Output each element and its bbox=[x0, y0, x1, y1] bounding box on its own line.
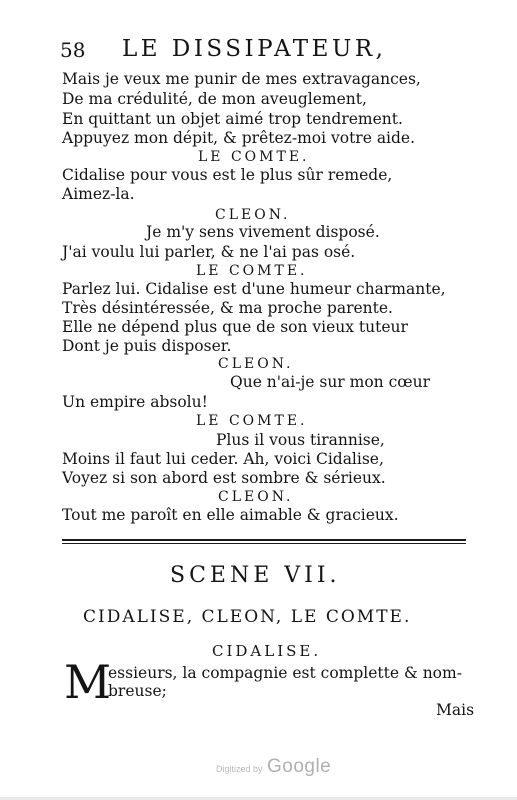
section-divider bbox=[62, 543, 466, 544]
verse-line: Moins il faut lui ceder. Ah, voici Cidalise, bbox=[62, 450, 384, 468]
scene-heading: SCENE VII. bbox=[170, 563, 341, 588]
catchword: Mais bbox=[436, 701, 475, 719]
verse-line: J'ai voulu lui parler, & ne l'ai pas osé. bbox=[62, 243, 356, 261]
page-number: 58 bbox=[60, 38, 86, 62]
running-title: LE DISSIPATEUR, bbox=[122, 36, 387, 62]
speech-line: breuse; bbox=[108, 682, 167, 700]
verse-line: Dont je puis disposer. bbox=[62, 337, 232, 355]
cast-list: CIDALISE, CLEON, LE COMTE. bbox=[83, 607, 412, 627]
speech-line: essieurs, la compagnie est complette & nom- bbox=[108, 664, 462, 682]
verse-line: Appuyez mon dépit, & prêtez-moi votre aide. bbox=[62, 129, 416, 147]
verse-line: Tout me paroît en elle aimable & gracieux. bbox=[62, 506, 399, 524]
speaker-name: CLEON. bbox=[215, 207, 291, 223]
section-divider bbox=[62, 539, 466, 541]
watermark-prefix: Digitized by bbox=[216, 764, 263, 774]
verse-line: Un empire absolu! bbox=[62, 393, 208, 411]
verse-line: Mais je veux me punir de mes extravagances, bbox=[62, 70, 421, 88]
drop-cap: M bbox=[64, 655, 112, 709]
speaker-name: CLEON. bbox=[218, 356, 294, 372]
verse-line: Très désintéressée, & ma proche parente. bbox=[62, 299, 393, 317]
verse-line: Que n'ai-je sur mon cœur bbox=[230, 373, 430, 391]
verse-line: Aimez-la. bbox=[62, 185, 135, 203]
digitized-watermark bbox=[216, 756, 331, 778]
verse-line: Parlez lui. Cidalise est d'une humeur charmante, bbox=[62, 280, 446, 298]
verse-line: Elle ne dépend plus que de son vieux tuteur bbox=[62, 318, 408, 336]
speaker-name: CIDALISE. bbox=[212, 642, 322, 660]
speaker-name: LE COMTE. bbox=[196, 413, 308, 429]
verse-line: De ma crédulité, de mon aveuglement, bbox=[62, 90, 367, 108]
verse-line: Je m'y sens vivement disposé. bbox=[146, 223, 380, 241]
verse-line: Cidalise pour vous est le plus sûr remede, bbox=[62, 166, 393, 184]
speaker-name: LE COMTE. bbox=[196, 263, 308, 279]
verse-line: Plus il vous tirannise, bbox=[216, 431, 385, 449]
verse-line: Voyez si son abord est sombre & sérieux. bbox=[62, 469, 386, 487]
google-logo: Google bbox=[266, 756, 332, 777]
speaker-name: CLEON. bbox=[218, 489, 294, 505]
speaker-name: LE COMTE. bbox=[198, 149, 310, 165]
verse-line: En quittant un objet aimé trop tendrement. bbox=[62, 110, 403, 128]
